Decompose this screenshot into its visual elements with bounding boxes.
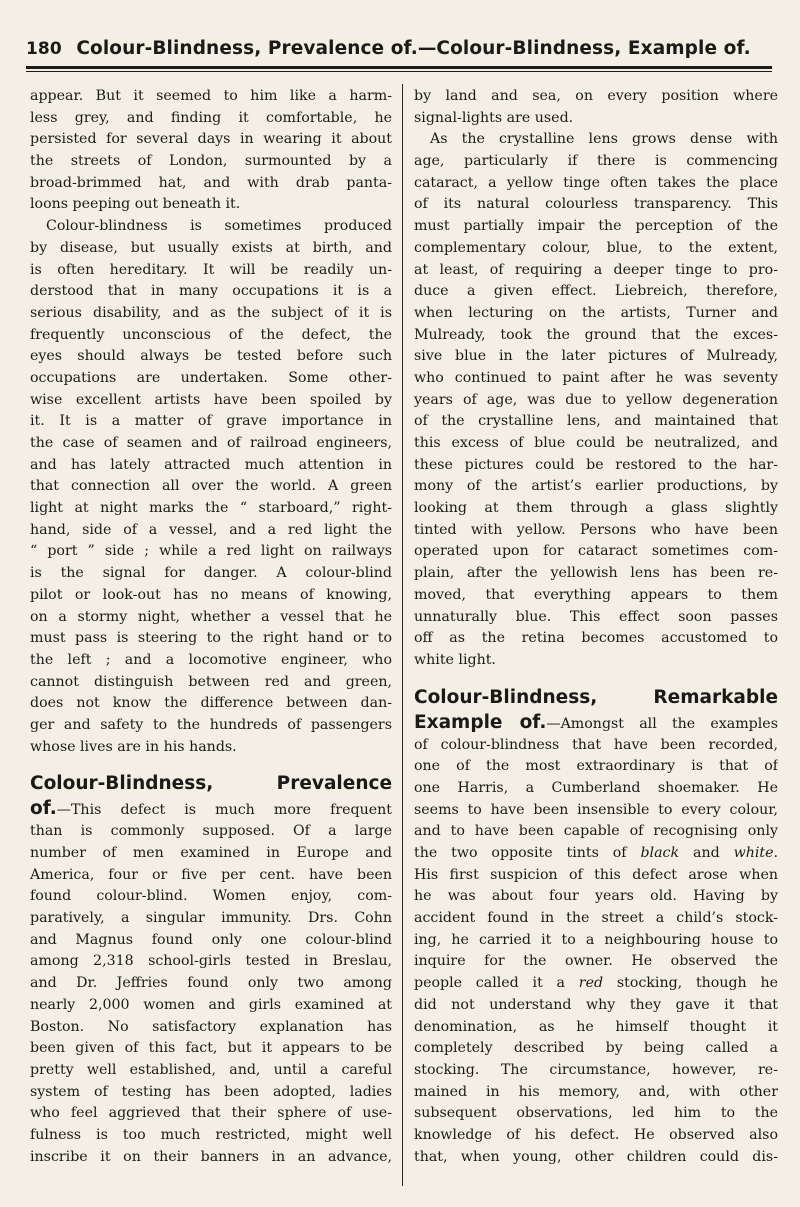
text-line: stocking. The circumstance, however, re- — [414, 1061, 778, 1078]
text-line: frequently unconscious of the defect, the — [30, 326, 392, 343]
text-run: . — [773, 845, 778, 861]
text-line: cannot distinguish between red and green, — [30, 673, 392, 690]
heading-text: Colour-Blindness, Remarkable — [414, 686, 778, 708]
italic-word: red — [578, 975, 604, 992]
text-line: among 2,318 school-girls tested in Breslau, — [30, 953, 392, 970]
text-line: one of the most extraordinary is that of — [414, 758, 778, 775]
text-line: pilot or look-out has no means of knowing, — [30, 586, 392, 603]
column-divider — [402, 84, 403, 1186]
text-line: “ port ” side ; while a red light on railways — [30, 543, 392, 560]
text-line: white light. — [414, 651, 496, 668]
text-line: than is commonly supposed. Of a large — [30, 823, 392, 840]
text-line: nearly 2,000 women and girls examined at — [30, 996, 392, 1013]
text-line — [414, 843, 778, 865]
text-line: this excess of blue could be neutralized, and — [414, 435, 778, 451]
text-line: whose lives are in his hands. — [30, 738, 237, 755]
text-line: mony of the artist’s earlier productions, by — [414, 478, 778, 495]
text-line: when lecturing on the artists, Turner and — [414, 304, 778, 321]
text-line: the left ; and a locomotive engineer, who — [30, 651, 392, 668]
header-rule — [26, 66, 772, 69]
left-column — [30, 86, 392, 1168]
text-line: inscribe it on their banners in an advance, — [30, 1148, 392, 1165]
heading-text: Example of. — [414, 711, 547, 733]
text-line: mained in his memory, and, with other — [414, 1083, 778, 1100]
text-line: serious disability, and as the subject of it is — [30, 304, 392, 321]
text-line: system of testing has been adopted, ladies — [30, 1083, 392, 1100]
text-line: Boston. No satisfactory explanation has — [30, 1018, 392, 1035]
text-line: years of age, was due to yellow degeneration — [414, 391, 778, 408]
text-run: and — [679, 845, 734, 861]
text-line: the case of seamen and of railroad engineers, — [30, 435, 392, 451]
text-line: cataract, a yellow tinge often takes the place — [414, 174, 778, 191]
text-line: at least, of requiring a deeper tinge to pro- — [414, 261, 778, 278]
text-line: and to have been capable of recognising only — [414, 823, 778, 840]
paragraph — [414, 86, 778, 129]
text-line: ing, he carried it to a neighbouring house to — [414, 931, 778, 948]
text-line: moved, that everything appears to them — [414, 586, 778, 603]
text-line: who continued to paint after he was seventy — [414, 369, 778, 386]
text-line: does not know the difference between dan- — [30, 695, 392, 712]
text-line: and Magnus found only one colour-blind — [30, 931, 392, 948]
paragraph — [414, 129, 778, 671]
text-line: America, four or five per cent. have been — [30, 866, 392, 883]
text-line: the streets of London, surmounted by a — [30, 153, 392, 170]
text-line: and has lately attracted much attention in — [30, 456, 392, 473]
text-line: seems to have been insensible to every colour, — [414, 801, 778, 818]
right-column — [414, 86, 778, 1168]
text-line: did not understand why they gave it that — [414, 996, 778, 1013]
text-line: and Dr. Jeffries found only two among — [30, 975, 392, 992]
text-line: off as the retina becomes accustomed to — [414, 630, 778, 647]
paragraph — [414, 735, 778, 843]
text-line: derstood that in many occupations it is a — [30, 283, 392, 300]
text-line: broad-brimmed hat, and with drab panta- — [30, 174, 392, 191]
text-run: people called it a — [414, 975, 579, 992]
text-line: denomination, as he himself thought it — [414, 1018, 778, 1035]
italic-word: black — [640, 845, 680, 861]
paragraph-continued — [414, 865, 778, 973]
section-heading — [414, 684, 778, 735]
heading-line — [414, 711, 778, 735]
text-line: complementary colour, blue, to the extent, — [414, 239, 778, 256]
heading-text: Colour-Blindness, Prevalence — [30, 773, 392, 795]
text-line: Mulready, took the ground that the exces- — [414, 326, 778, 343]
text-line: these pictures could be restored to the har- — [414, 456, 778, 473]
heading-run-in: —Amongst all the examples — [546, 715, 778, 732]
text-line: age, particularly if there is commencing — [414, 153, 778, 170]
text-line: subsequent observations, led him to the — [414, 1105, 778, 1122]
text-line: of its natural colourless transparency. This — [414, 196, 778, 213]
text-line: pretty well established, and, until a careful — [30, 1061, 392, 1078]
text-line: of colour-blindness that have been recorded, — [414, 736, 778, 753]
text-line: ger and safety to the hundreds of passengers — [30, 716, 392, 733]
text-line: found colour-blind. Women enjoy, com- — [30, 888, 392, 905]
header-rule-thin — [26, 71, 772, 72]
running-header — [26, 38, 774, 60]
italic-word: white — [733, 845, 774, 861]
text-line: that connection all over the world. A green — [30, 478, 392, 495]
text-line: inquire for the owner. He observed the — [414, 953, 778, 970]
text-line: number of men examined in Europe and — [30, 845, 392, 861]
text-line: knowledge of his defect. He observed also — [414, 1126, 778, 1143]
heading-run-in: —This defect is much more frequent — [56, 802, 392, 819]
text-line: been given of this fact, but it appears to be — [30, 1040, 392, 1057]
text-line: must pass is steering to the right hand or to — [30, 630, 392, 647]
paragraph-continued — [414, 995, 778, 1169]
text-line: hand, side of a vessel, and a red light the — [30, 521, 392, 538]
page-number: 180 — [26, 39, 62, 59]
paragraph — [30, 216, 392, 758]
text-line: sive blue in the later pictures of Mulready, — [414, 348, 778, 365]
text-line: eyes should always be tested before such — [30, 348, 392, 365]
text-line: fulness is too much restricted, might well — [30, 1126, 392, 1143]
text-line: accident found in the street a child’s stock- — [414, 910, 778, 927]
text-line: less grey, and finding it comfortable, he — [30, 109, 392, 126]
text-line: on a stormy night, whether a vessel that he — [30, 608, 392, 625]
text-line: completely described by being called a — [414, 1040, 778, 1057]
text-line: is the signal for danger. A colour-blind — [30, 565, 392, 582]
text-line: occupations are undertaken. Some other- — [30, 369, 392, 386]
text-line: plain, after the yellowish lens has been re- — [414, 565, 778, 582]
text-line: one Harris, a Cumberland shoemaker. He — [414, 779, 778, 796]
text-line: persisted for several days in wearing it about — [30, 131, 392, 148]
section-heading — [30, 770, 392, 821]
text-line: by land and sea, on every position where — [414, 88, 778, 104]
text-line: paratively, a singular immunity. Drs. Cohn — [30, 910, 392, 927]
text-line: duce a given effect. Liebreich, therefore, — [414, 283, 778, 300]
text-line: must partially impair the perception of the — [414, 218, 778, 235]
text-line: wise excellent artists have been spoiled by — [30, 391, 392, 408]
text-line: unnaturally blue. This effect soon passes — [414, 608, 778, 625]
text-run: the two opposite tints of — [414, 845, 641, 861]
text-line: As the crystalline lens grows dense with — [430, 131, 778, 148]
text-line: that, when young, other children could dis- — [414, 1148, 778, 1165]
text-line: Colour-blindness is sometimes produced — [46, 218, 392, 235]
text-line: he was about four years old. Having by — [414, 888, 778, 905]
text-line: His first suspicion of this defect arose when — [414, 866, 778, 883]
text-line: loons peeping out beneath it. — [30, 196, 241, 213]
paragraph — [30, 821, 392, 1168]
heading-text: of. — [30, 798, 57, 820]
text-line: by disease, but usually exists at birth, and — [30, 239, 392, 256]
text-line: signal-lights are used. — [414, 109, 574, 126]
text-line: operated upon for cataract sometimes com- — [414, 543, 778, 560]
running-title: Colour-Blindness, Prevalence of.—Colour-Blindness, Example of. — [76, 38, 751, 59]
text-line: it. It is a matter of grave importance in — [30, 413, 392, 430]
text-line: is often hereditary. It will be readily un- — [30, 261, 392, 278]
heading-line — [30, 797, 392, 821]
text-line: of the crystalline lens, and maintained that — [414, 413, 778, 430]
text-line: who feel aggrieved that their sphere of use- — [30, 1105, 392, 1122]
text-line: light at night marks the “ starboard,” right- — [30, 500, 392, 517]
paragraph — [30, 86, 392, 216]
text-line: appear. But it seemed to him like a harm- — [30, 88, 392, 104]
text-line — [414, 973, 778, 995]
text-line: tinted with yellow. Persons who have been — [414, 521, 778, 538]
text-line: looking at them through a glass slightly — [414, 500, 778, 517]
text-run: stocking, though he — [603, 975, 778, 992]
